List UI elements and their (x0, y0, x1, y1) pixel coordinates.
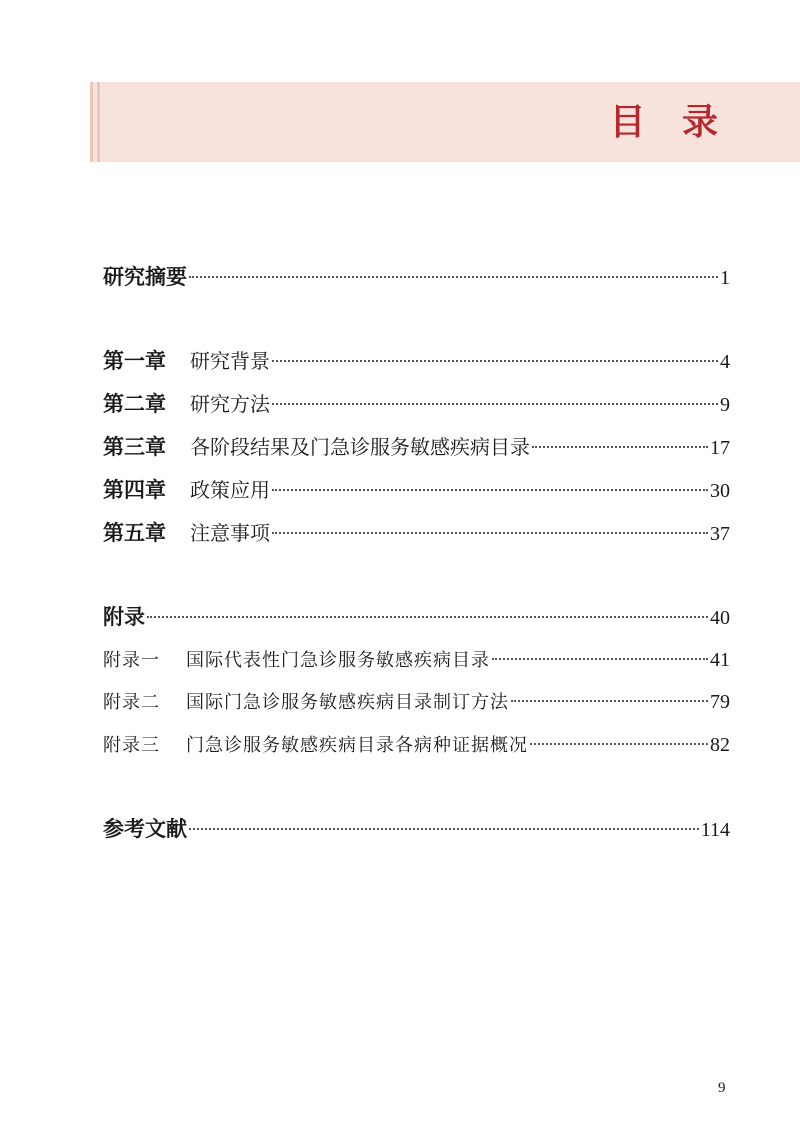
toc-entry-chapter-2[interactable] (103, 389, 730, 420)
leader-dots (272, 532, 708, 534)
toc-entry-appendix-3[interactable] (103, 730, 730, 761)
toc-page-number: 82 (710, 734, 730, 756)
leader-dots (511, 700, 708, 702)
toc-entry-chapter-4[interactable] (103, 475, 730, 506)
toc-page-number: 40 (710, 607, 730, 629)
leader-dots (147, 616, 708, 618)
leader-dots (530, 743, 708, 745)
chapter-number: 第四章 (103, 477, 166, 502)
chapter-title: 研究背景 (190, 349, 270, 373)
toc-entry-chapter-5[interactable] (103, 518, 730, 549)
toc-entry-chapter-3[interactable] (103, 432, 730, 463)
chapter-number: 第五章 (103, 520, 166, 545)
leader-dots (532, 446, 708, 448)
toc-page-number: 30 (710, 480, 730, 502)
chapter-title: 政策应用 (190, 478, 270, 502)
page-number: 9 (718, 1080, 726, 1096)
header-accent-bar (90, 82, 93, 162)
chapter-title: 各阶段结果及门急诊服务敏感疾病目录 (190, 435, 530, 459)
chapter-number: 第一章 (103, 348, 166, 373)
appendix-title: 国际代表性门急诊服务敏感疾病目录 (186, 650, 490, 671)
leader-dots (272, 489, 708, 491)
toc-page-number: 41 (710, 649, 730, 671)
leader-dots (189, 276, 718, 278)
chapter-title: 研究方法 (190, 392, 270, 416)
header-accent-bar (97, 82, 100, 162)
toc-entry-abstract[interactable] (103, 262, 730, 293)
chapter-number: 第二章 (103, 391, 166, 416)
toc-page-number: 17 (710, 437, 730, 459)
toc-entry-chapter-1[interactable] (103, 346, 730, 377)
toc-entry-label: 参考文献 (103, 816, 187, 841)
leader-dots (189, 828, 699, 830)
appendix-number: 附录一 (103, 650, 160, 671)
chapter-number: 第三章 (103, 434, 166, 459)
toc-entry-appendix-1[interactable] (103, 645, 730, 676)
appendix-number: 附录二 (103, 692, 160, 713)
toc-page-number: 37 (710, 523, 730, 545)
toc-entry-appendix[interactable] (103, 602, 730, 633)
chapter-title: 注意事项 (190, 521, 270, 545)
toc-entry-label: 附录 (103, 604, 145, 629)
toc-page-number: 79 (710, 691, 730, 713)
appendix-title: 门急诊服务敏感疾病目录各病种证据概况 (186, 735, 528, 756)
appendix-number: 附录三 (103, 735, 160, 756)
toc-entry-appendix-2[interactable] (103, 687, 730, 718)
page-title: 目 录 (609, 101, 730, 143)
leader-dots (492, 658, 708, 660)
toc-page-number: 9 (720, 394, 730, 416)
toc-entry-references[interactable] (103, 814, 730, 845)
toc-page-number: 4 (720, 351, 730, 373)
leader-dots (272, 360, 718, 362)
toc-entry-label: 研究摘要 (103, 264, 187, 289)
leader-dots (272, 403, 718, 405)
toc-page-number: 1 (720, 267, 730, 289)
toc-page-number: 114 (700, 819, 730, 841)
appendix-title: 国际门急诊服务敏感疾病目录制订方法 (186, 692, 509, 713)
